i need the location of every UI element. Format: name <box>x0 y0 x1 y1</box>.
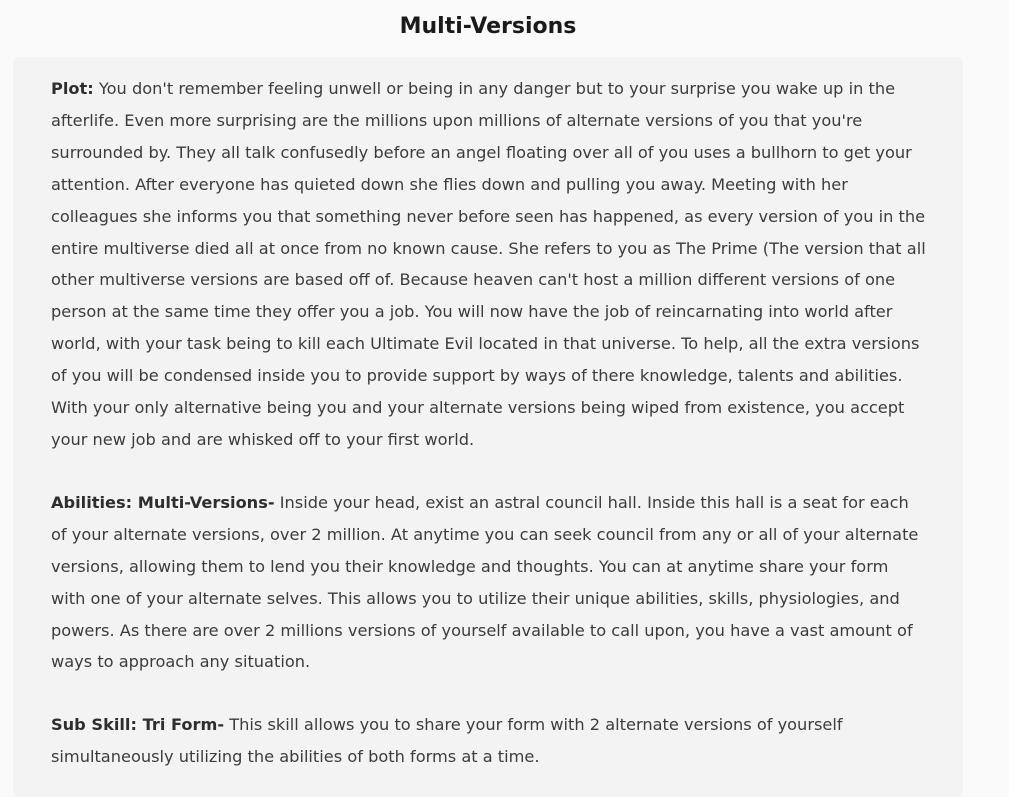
page-title: Multi-Versions <box>399 14 577 39</box>
abilities-paragraph <box>51 487 927 678</box>
abilities-text: Inside your head, exist an astral council hall. Inside this hall is a seat for each of your alternate versions, over 2 million. At anytime you can seek council from any or all of your alternate versions, allowing them to lend you their knowledge and thoughts. You can at anytime share your form with one of your alternate selves. This allows you to utilize their unique abilities, skills, physiologies, and powers. As there are over 2 millions versions of yourself available to call upon, you have a vast amount of ways to approach any situation. <box>51 492 919 672</box>
sub-skill-label: Sub Skill: Tri Form- <box>51 715 225 735</box>
abilities-label: Abilities: Multi-Versions- <box>51 492 275 512</box>
plot-label: Plot: <box>51 79 94 98</box>
plot-text: You don't remember feeling unwell or being in any danger but to your surprise you wake up in the afterlife. Even more surprising are the millions upon millions of alternate versions of you that you're surrounded by. They all talk confusedly before an angel floating over all of you uses a bullhorn to get your attention. After everyone has quieted down she flies down and pulling you away. Meeting with her colleagues she informs you that something never before seen has happened, as every version of you in the entire multiverse died all at once from no known cause. She refers to you as The Prime (The version that all other multiverse versions are based off of. Because heaven can't host a million different versions of one person at the same time they offer you a job. You will now have the job of reincarnating into world after world, with your task being to kill each Ultimate Evil located in that universe. To help, all the extra versions of you will be condensed inside you to provide support by ways of there knowledge, talents and abilities. With your only alternative being you and your alternate versions being wiped from existence, you accept your new job and are whisked off to your first world. <box>51 79 926 449</box>
plot-paragraph <box>51 73 927 456</box>
sub-skill-text: This skill allows you to share your form with 2 alternate versions of yourself simultaneously utilizing the abilities of both forms at a time. <box>51 715 843 767</box>
sub-skill-paragraph <box>51 709 927 773</box>
content-card <box>13 57 963 797</box>
